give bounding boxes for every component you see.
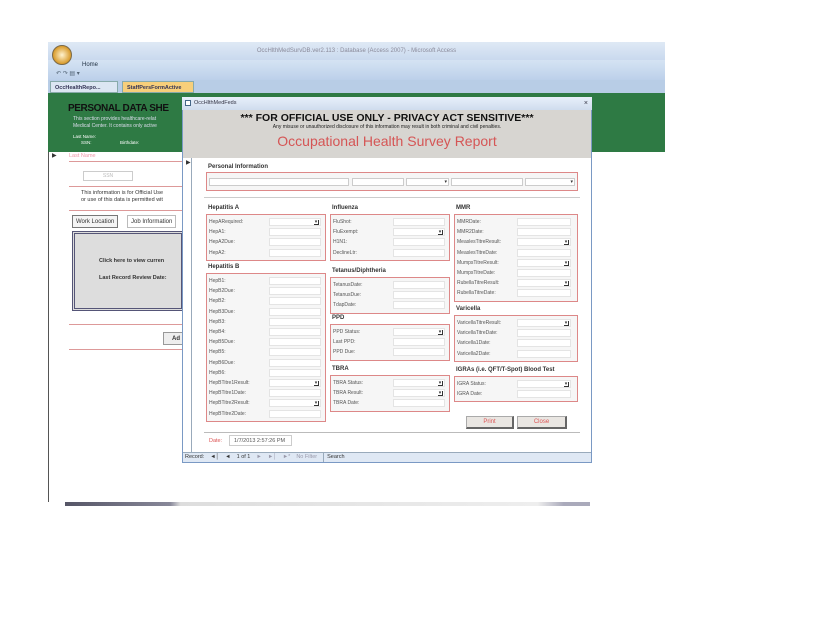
text-field[interactable] bbox=[269, 389, 321, 397]
field-label: TBRA Result: bbox=[333, 390, 364, 397]
work-location-panel bbox=[72, 231, 184, 311]
field-row bbox=[331, 388, 449, 398]
field-row bbox=[207, 248, 325, 258]
field-row bbox=[455, 278, 577, 288]
field-row bbox=[455, 389, 577, 399]
field-label: HepA2Due: bbox=[209, 239, 235, 246]
field-row bbox=[455, 379, 577, 389]
field-label: PPD Due: bbox=[333, 349, 356, 356]
field-label: RubellaTitreResult: bbox=[457, 280, 500, 287]
dropdown-field[interactable] bbox=[393, 379, 445, 387]
field-label: MumpsTitreResult: bbox=[457, 259, 499, 266]
field-row bbox=[331, 227, 449, 237]
section-title-tetanus-diphtheria: Tetanus/Diphtheria bbox=[332, 268, 386, 274]
field-row bbox=[207, 296, 325, 306]
field-row bbox=[455, 288, 577, 298]
text-field[interactable] bbox=[517, 269, 571, 277]
close-button[interactable]: Close bbox=[517, 416, 567, 429]
text-field[interactable] bbox=[269, 410, 321, 418]
personal-field[interactable] bbox=[451, 178, 523, 186]
last-name-label: Last Name: bbox=[73, 134, 97, 139]
field-label: HepB6: bbox=[209, 369, 226, 376]
section-mmr bbox=[454, 214, 578, 302]
field-label: HepB6Due: bbox=[209, 359, 235, 366]
dropdown-field[interactable] bbox=[269, 379, 321, 387]
text-field[interactable] bbox=[393, 238, 445, 246]
add-button[interactable]: Ad bbox=[163, 332, 187, 345]
section-title-hepatitis-b: Hepatitis B bbox=[208, 264, 240, 270]
field-row bbox=[331, 248, 449, 258]
description-line: This section provides healthcare-relat bbox=[73, 116, 157, 122]
field-row bbox=[455, 328, 577, 338]
section-title-tbra: TBRA bbox=[332, 366, 349, 372]
official-use-text: or use of this data is permitted wit bbox=[81, 197, 163, 203]
section-title-varicella: Varicella bbox=[456, 306, 481, 312]
field-row bbox=[331, 347, 449, 357]
last-review-label: Last Record Review Date: bbox=[99, 275, 167, 281]
dialog-title: OccHlthMedFeds bbox=[194, 100, 237, 106]
text-field[interactable] bbox=[393, 399, 445, 407]
field-row bbox=[207, 378, 325, 388]
record-selector-icon[interactable]: ▶ bbox=[186, 160, 191, 166]
field-label: FluShot: bbox=[333, 219, 352, 226]
text-field[interactable] bbox=[269, 328, 321, 336]
field-row bbox=[331, 337, 449, 347]
field-label: HepB5: bbox=[209, 349, 226, 356]
text-field[interactable] bbox=[517, 350, 571, 358]
birthdate-label: Birthdate: bbox=[120, 140, 140, 145]
last-record-button[interactable]: ►│ bbox=[267, 454, 277, 460]
field-label: DeclineLtr: bbox=[333, 249, 357, 256]
text-field[interactable] bbox=[269, 338, 321, 346]
field-row bbox=[207, 408, 325, 418]
field-row bbox=[207, 368, 325, 378]
text-field[interactable] bbox=[269, 308, 321, 316]
dropdown-field[interactable] bbox=[517, 259, 571, 267]
chevron-down-icon[interactable]: ▾ bbox=[438, 329, 442, 336]
field-row bbox=[455, 258, 577, 268]
text-field[interactable] bbox=[517, 329, 571, 337]
text-field[interactable] bbox=[393, 281, 445, 289]
chevron-down-icon[interactable]: ▾ bbox=[314, 379, 318, 386]
privacy-warning: *** FOR OFFICIAL USE ONLY - PRIVACY ACT SENSITIVE*** bbox=[240, 112, 534, 124]
field-label: TBRA Status: bbox=[333, 380, 364, 387]
chevron-down-icon[interactable]: ▾ bbox=[438, 229, 442, 236]
section-title-influenza: Influenza bbox=[332, 205, 359, 211]
taskbar bbox=[65, 502, 590, 506]
section-hepatitis-b bbox=[206, 273, 326, 422]
ribbon-tab-home[interactable]: Home bbox=[82, 62, 99, 68]
section-varicella bbox=[454, 315, 578, 362]
chevron-down-icon[interactable]: ▾ bbox=[564, 381, 568, 388]
field-row bbox=[207, 358, 325, 368]
search-input[interactable]: Search bbox=[323, 453, 383, 462]
field-row bbox=[331, 217, 449, 227]
personal-info-box bbox=[206, 172, 578, 191]
text-field[interactable] bbox=[269, 297, 321, 305]
text-field[interactable] bbox=[269, 348, 321, 356]
field-label: HepBTitre1Result: bbox=[209, 379, 250, 386]
text-field[interactable] bbox=[517, 249, 571, 257]
chevron-down-icon[interactable]: ▾ bbox=[564, 320, 568, 327]
dropdown-field[interactable] bbox=[517, 380, 571, 388]
dropdown-field[interactable] bbox=[393, 228, 445, 236]
text-field[interactable] bbox=[393, 291, 445, 299]
record-label: Record: bbox=[185, 454, 205, 460]
text-field[interactable] bbox=[517, 289, 571, 297]
field-label: HepA1: bbox=[209, 229, 226, 236]
field-label: HepB1: bbox=[209, 278, 226, 285]
field-label: MMR2Date: bbox=[457, 229, 484, 236]
personal-info-label: Personal Information bbox=[208, 164, 269, 170]
field-label: IGRA Status: bbox=[457, 381, 486, 388]
prev-record-button[interactable]: ◄ bbox=[225, 454, 231, 460]
text-field[interactable] bbox=[517, 390, 571, 398]
doc-tab-staffpersformactive[interactable]: StaffPersFormActive bbox=[122, 81, 194, 93]
field-row bbox=[455, 248, 577, 258]
field-row bbox=[207, 217, 325, 227]
text-field[interactable] bbox=[269, 277, 321, 285]
text-field[interactable] bbox=[269, 228, 321, 236]
text-field[interactable] bbox=[393, 249, 445, 257]
field-label: MMRDate: bbox=[457, 219, 481, 226]
text-field[interactable] bbox=[517, 228, 571, 236]
form-icon bbox=[185, 100, 191, 106]
new-record-button[interactable]: ►* bbox=[282, 454, 291, 460]
dropdown-field[interactable] bbox=[269, 218, 321, 226]
tab-job-information[interactable]: Job Information bbox=[127, 215, 176, 228]
field-label: RubellaTitreDate: bbox=[457, 290, 496, 297]
personal-data-form bbox=[49, 152, 183, 502]
field-row bbox=[207, 327, 325, 337]
official-use-text: This information is for Official Use bbox=[81, 190, 164, 196]
chevron-down-icon[interactable]: ▾ bbox=[564, 259, 568, 266]
field-label: MumpsTitreDate: bbox=[457, 270, 496, 277]
field-row bbox=[455, 318, 577, 328]
filter-button[interactable]: No Filter bbox=[296, 454, 318, 460]
field-row bbox=[331, 280, 449, 290]
chevron-down-icon[interactable]: ▾ bbox=[438, 380, 442, 387]
field-label: HepB4: bbox=[209, 329, 226, 336]
field-label: HepB2Due: bbox=[209, 288, 235, 295]
field-label: H1N1: bbox=[333, 239, 348, 246]
field-row bbox=[207, 307, 325, 317]
field-row bbox=[331, 398, 449, 408]
personal-dropdown[interactable]: ▾ bbox=[525, 178, 575, 186]
report-title: Occupational Health Survey Report bbox=[277, 133, 497, 149]
field-row bbox=[455, 268, 577, 278]
ssn-field[interactable] bbox=[352, 178, 404, 186]
dropdown-field[interactable] bbox=[393, 389, 445, 397]
field-label: HepA2: bbox=[209, 249, 226, 256]
section-title-igras-i-e-qft-t-spot-blood-test: IGRAs (i.e. QFT/T-Spot) Blood Test bbox=[456, 367, 555, 373]
field-row bbox=[207, 276, 325, 286]
dropdown-field[interactable] bbox=[517, 319, 571, 327]
disclaimer: Any misuse or unauthorized disclosure of this information may result in both criminal and civil penalties. bbox=[272, 124, 502, 130]
chevron-down-icon[interactable]: ▾ bbox=[314, 219, 318, 226]
field-label: TdapDate: bbox=[333, 302, 357, 309]
field-label: IGRA Date: bbox=[457, 391, 483, 398]
chevron-down-icon[interactable]: ▾ bbox=[564, 239, 568, 246]
field-row bbox=[331, 290, 449, 300]
field-row bbox=[207, 388, 325, 398]
last-name-input[interactable]: Last Name bbox=[69, 152, 189, 162]
description-line: Medical Center. It contains only active bbox=[73, 123, 157, 129]
field-label: Last PPD: bbox=[333, 339, 356, 346]
section-influenza bbox=[330, 214, 450, 261]
section-tetanus-diphtheria bbox=[330, 277, 450, 314]
field-row bbox=[207, 227, 325, 237]
field-label: HepBTitre2Result: bbox=[209, 400, 250, 407]
chevron-down-icon[interactable]: ▾ bbox=[438, 390, 442, 397]
record-selector-icon[interactable]: ▶ bbox=[52, 153, 57, 159]
field-label: TetanusDate: bbox=[333, 282, 363, 289]
text-field[interactable] bbox=[393, 218, 445, 226]
dropdown-field[interactable] bbox=[517, 279, 571, 287]
field-row bbox=[455, 227, 577, 237]
text-field[interactable] bbox=[269, 369, 321, 377]
next-record-button[interactable]: ► bbox=[256, 454, 262, 460]
personal-dropdown[interactable]: ▾ bbox=[406, 178, 449, 186]
dropdown-field[interactable] bbox=[269, 399, 321, 407]
dropdown-field[interactable] bbox=[393, 328, 445, 336]
field-label: VaricellaTitreResult: bbox=[457, 320, 502, 327]
field-label: MeaslesTitreResult: bbox=[457, 239, 501, 246]
date-label: Date: bbox=[209, 438, 223, 444]
office-button-icon[interactable] bbox=[52, 45, 72, 65]
first-record-button[interactable]: ◄│ bbox=[210, 454, 220, 460]
field-label: HepB3: bbox=[209, 318, 226, 325]
field-label: FluExempt: bbox=[333, 229, 359, 236]
text-field[interactable] bbox=[393, 301, 445, 309]
quick-access-toolbar[interactable]: ↶ ↷ ▤ ▾ bbox=[56, 71, 80, 77]
chevron-down-icon[interactable]: ▾ bbox=[314, 400, 318, 407]
ssn-input[interactable]: SSN bbox=[83, 171, 133, 181]
field-label: MeaslesTitreDate: bbox=[457, 249, 498, 256]
field-row bbox=[455, 237, 577, 247]
field-row bbox=[455, 338, 577, 348]
field-label: HepBTitre2Date: bbox=[209, 410, 247, 417]
field-label: VaricellaTitreDate: bbox=[457, 330, 498, 337]
field-row bbox=[455, 349, 577, 359]
document-tabs bbox=[48, 80, 665, 93]
section-ppd bbox=[330, 324, 450, 361]
text-field[interactable] bbox=[269, 238, 321, 246]
section-title-mmr: MMR bbox=[456, 205, 471, 211]
name-field[interactable] bbox=[209, 178, 349, 186]
chevron-down-icon[interactable]: ▾ bbox=[564, 280, 568, 287]
section-hepatitis-a bbox=[206, 214, 326, 261]
field-label: Varicella1Date: bbox=[457, 340, 491, 347]
text-field[interactable] bbox=[517, 339, 571, 347]
page-title: PERSONAL DATA SHE bbox=[68, 103, 169, 114]
report-header bbox=[183, 110, 591, 158]
doc-tab-occhealthrepo[interactable]: OccHealthRepo... bbox=[50, 81, 118, 93]
field-label: Varicella2Date: bbox=[457, 350, 491, 357]
field-row bbox=[331, 300, 449, 310]
text-field[interactable] bbox=[269, 249, 321, 257]
section-title-hepatitis-a: Hepatitis A bbox=[208, 205, 240, 211]
print-button[interactable]: Print bbox=[466, 416, 514, 429]
field-label: TBRA Date: bbox=[333, 400, 360, 407]
field-row bbox=[207, 337, 325, 347]
field-row bbox=[207, 347, 325, 357]
field-row bbox=[455, 217, 577, 227]
section-igras-i-e-qft-t-spot-blood-test bbox=[454, 376, 578, 402]
text-field[interactable] bbox=[269, 359, 321, 367]
text-field[interactable] bbox=[393, 338, 445, 346]
date-field[interactable]: 1/7/2013 2:57:26 PM bbox=[229, 435, 292, 446]
field-row bbox=[207, 398, 325, 408]
field-label: HepB2: bbox=[209, 298, 226, 305]
field-label: HepBTitre1Date: bbox=[209, 390, 247, 397]
text-field[interactable] bbox=[269, 287, 321, 295]
record-selector-bar bbox=[184, 158, 192, 452]
record-position[interactable]: 1 of 1 bbox=[236, 454, 251, 460]
field-label: PPD Status: bbox=[333, 329, 361, 336]
field-row bbox=[207, 317, 325, 327]
field-label: HepARequired: bbox=[209, 219, 244, 226]
text-field[interactable] bbox=[269, 318, 321, 326]
field-label: HepB5Due: bbox=[209, 339, 235, 346]
field-label: HepB3Due: bbox=[209, 308, 235, 315]
text-field[interactable] bbox=[517, 218, 571, 226]
dialog-titlebar bbox=[182, 97, 592, 110]
tab-work-location[interactable]: Work Location bbox=[72, 215, 118, 228]
section-tbra bbox=[330, 375, 450, 412]
field-row bbox=[331, 237, 449, 247]
record-navigation bbox=[183, 452, 591, 462]
dropdown-field[interactable] bbox=[517, 238, 571, 246]
field-label: TetanusDue: bbox=[333, 292, 362, 299]
section-title-ppd: PPD bbox=[332, 315, 345, 321]
field-row bbox=[207, 286, 325, 296]
field-row bbox=[331, 378, 449, 388]
window-title: OccHlthMedSurvDB.ver2.113 : Database (Access 2007) - Microsoft Access bbox=[48, 42, 665, 60]
text-field[interactable] bbox=[393, 348, 445, 356]
ssn-label: SSN: bbox=[81, 140, 92, 145]
view-current-link[interactable]: Click here to view curren bbox=[99, 258, 165, 264]
close-icon[interactable]: × bbox=[583, 100, 588, 107]
ribbon bbox=[48, 60, 665, 80]
field-row bbox=[331, 327, 449, 337]
field-row bbox=[207, 237, 325, 247]
